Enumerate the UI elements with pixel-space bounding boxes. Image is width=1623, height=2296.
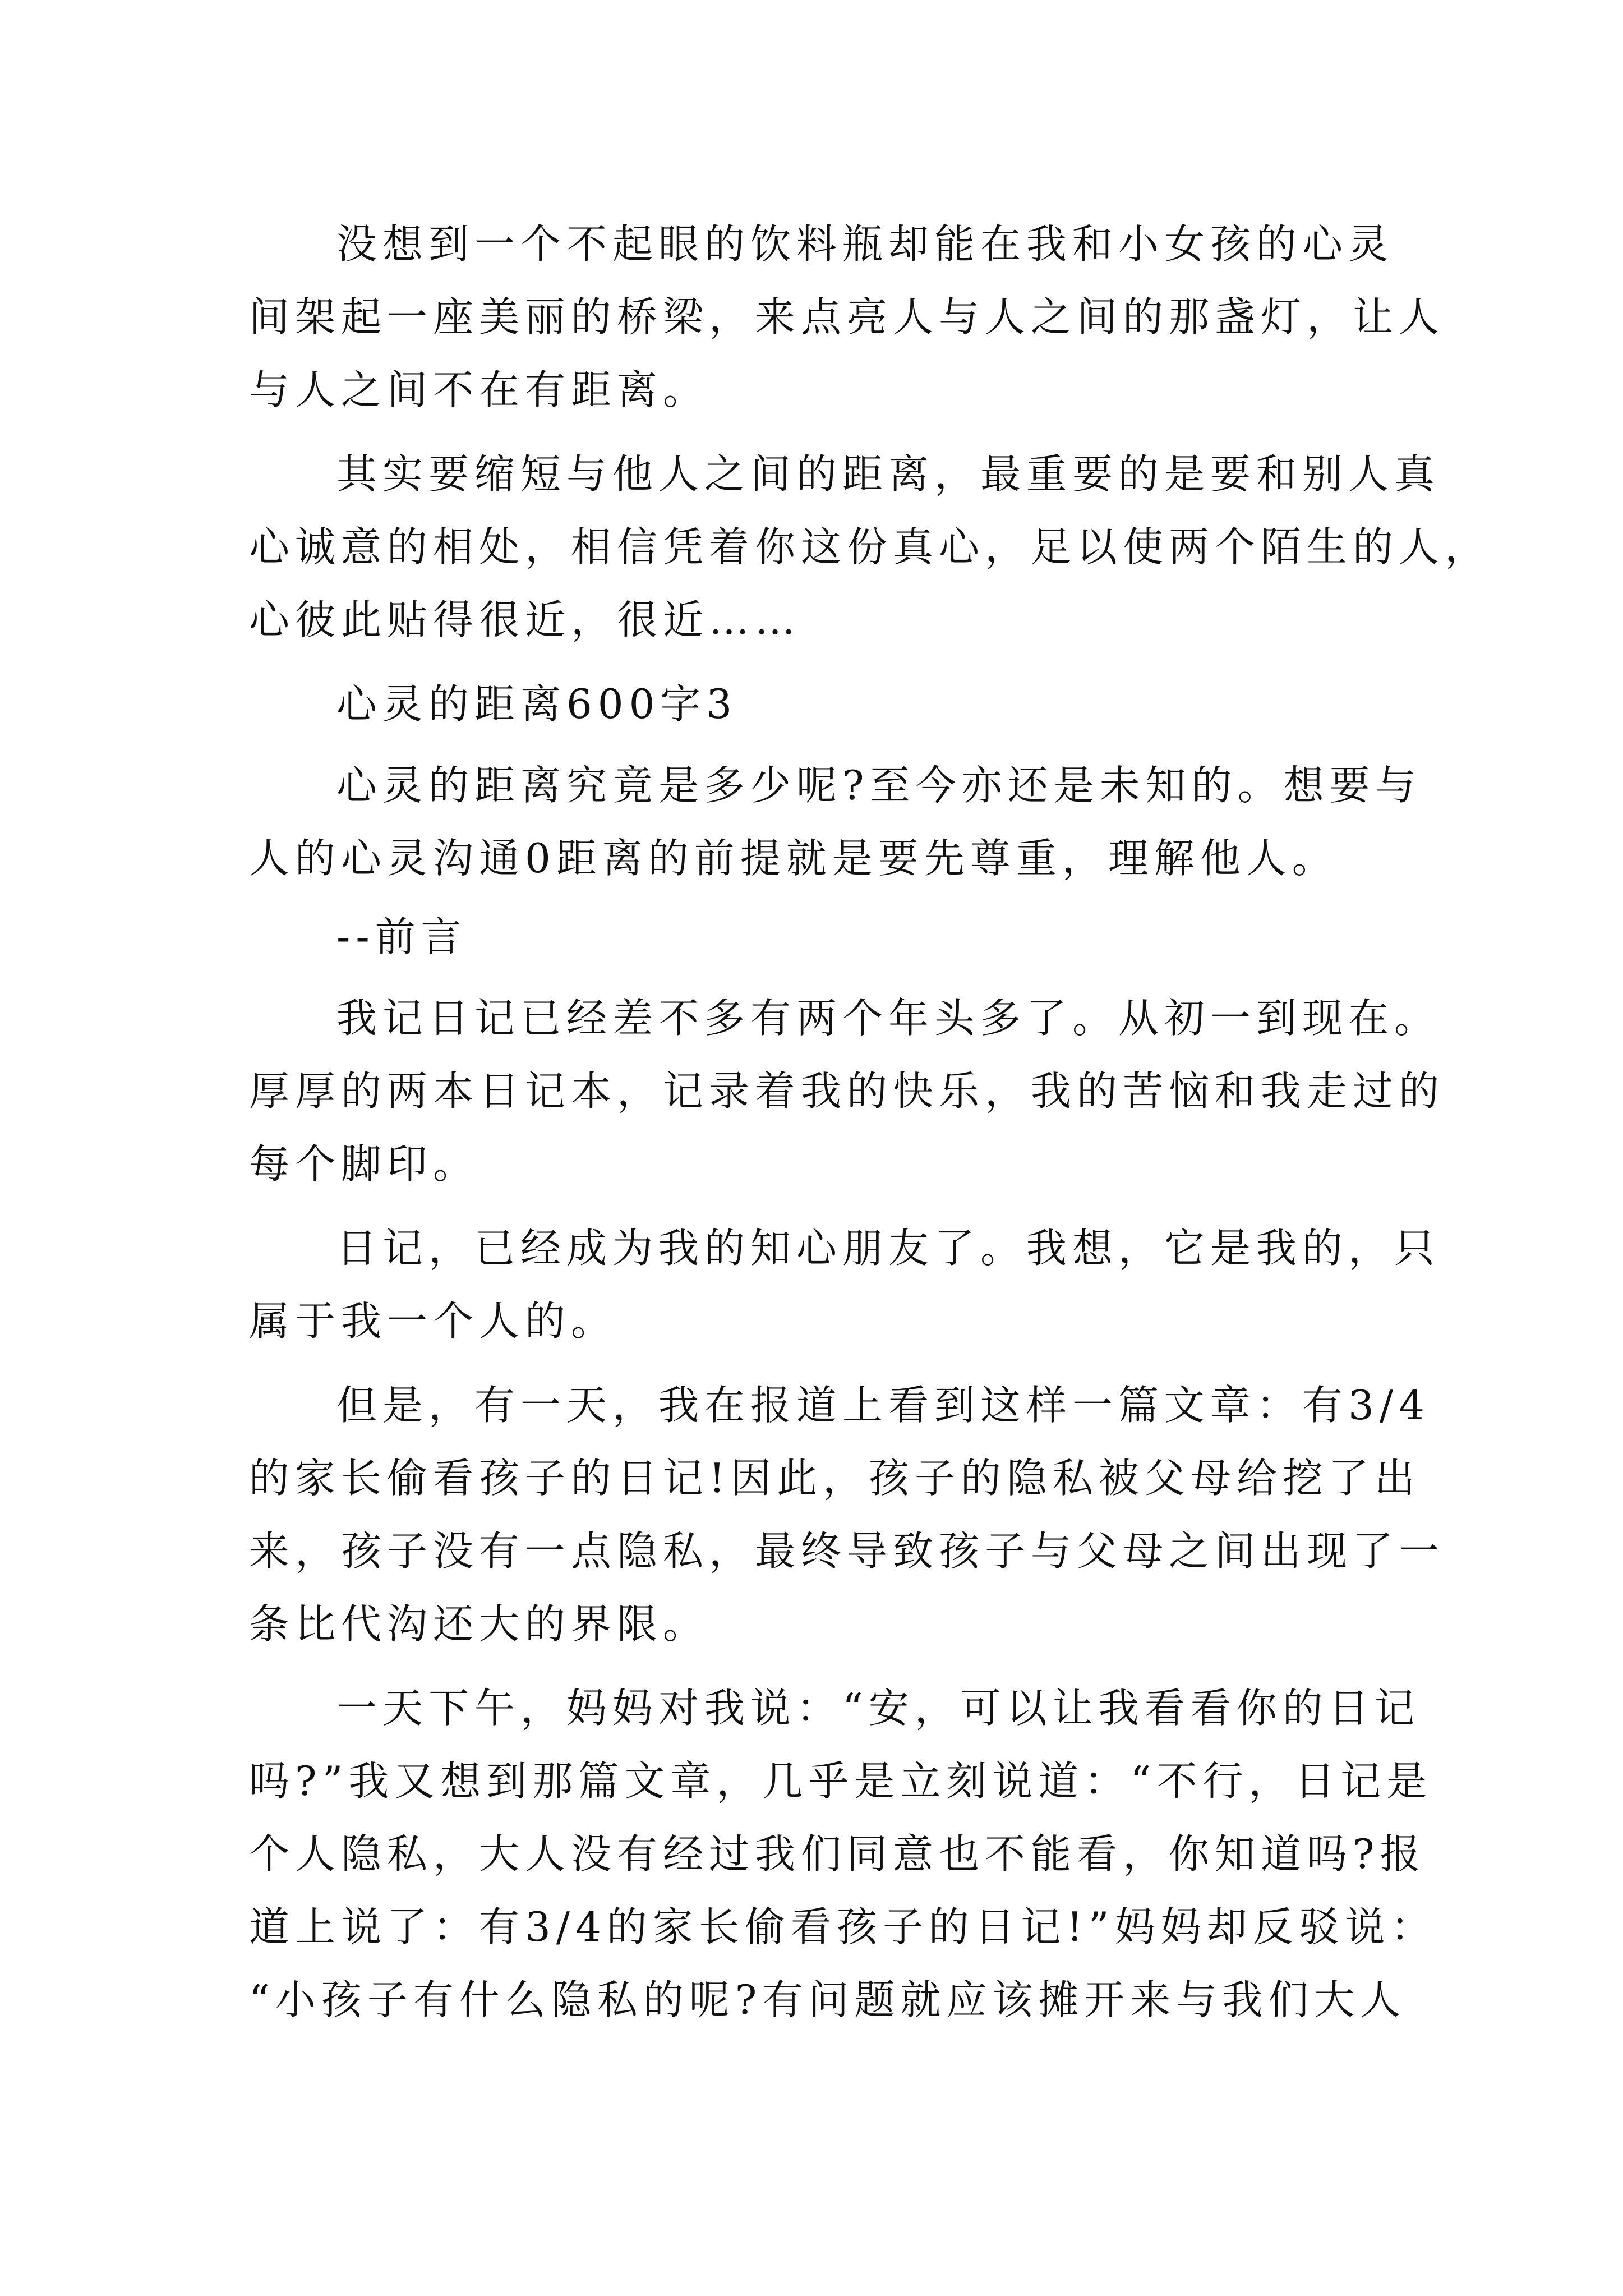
text-line-5: 心诚意的相处，相信凭着你这份真心，足以使两个陌生的人，	[249, 523, 1491, 570]
text-line-9: 人的心灵沟通0距离的前提就是要先尊重，理解他人。	[249, 835, 1338, 882]
text-line-2: 间架起一座美丽的桥梁，来点亮人与人之间的那盏灯，让人	[249, 293, 1445, 341]
text-line-8: 心灵的距离究竟是多少呢?至今亦还是未知的。想要与	[336, 762, 1422, 809]
text-line-19: 条比代沟还大的界限。	[249, 1600, 709, 1648]
text-line-17: 的家长偷看孩子的日记!因此，孩子的隐私被父母给挖了出	[249, 1455, 1421, 1502]
text-line-10: --前言	[336, 913, 467, 960]
text-line-20: 一天下午，妈妈对我说：“安，可以让我看看你的日记	[336, 1685, 1421, 1732]
text-line-6: 心彼此贴得很近，很近……	[249, 596, 801, 643]
text-line-1: 没想到一个不起眼的饮料瓶却能在我和小女孩的心灵	[336, 220, 1395, 268]
text-line-14: 日记，已经成为我的知心朋友了。我想，它是我的，只	[336, 1225, 1441, 1272]
section-title: 心灵的距离600字3	[336, 680, 738, 728]
text-line-3: 与人之间不在有距离。	[249, 366, 709, 413]
text-line-24: “小孩子有什么隐私的呢?有问题就应该摊开来与我们大人	[249, 1976, 1407, 2023]
text-line-4: 其实要缩短与他人之间的距离，最重要的是要和别人真	[336, 450, 1441, 498]
text-line-18: 来，孩子没有一点隐私，最终导致孩子与父母之间出现了一	[249, 1527, 1445, 1575]
text-line-15: 属于我一个人的。	[249, 1297, 617, 1345]
text-line-23: 道上说了：有3/4的家长偷看孩子的日记!”妈妈却反驳说：	[249, 1903, 1437, 1950]
text-line-11: 我记日记已经差不多有两个年头多了。从初一到现在。	[336, 995, 1441, 1042]
text-line-16: 但是，有一天，我在报道上看到这样一篇文章：有3/4	[336, 1382, 1430, 1429]
text-line-13: 每个脚印。	[249, 1140, 479, 1188]
text-line-21: 吗?”我又想到那篇文章，几乎是立刻说道：“不行，日记是	[249, 1757, 1433, 1805]
text-line-22: 个人隐私，大人没有经过我们同意也不能看，你知道吗?报	[249, 1830, 1426, 1878]
text-line-12: 厚厚的两本日记本，记录着我的快乐，我的苦恼和我走过的	[249, 1068, 1445, 1115]
